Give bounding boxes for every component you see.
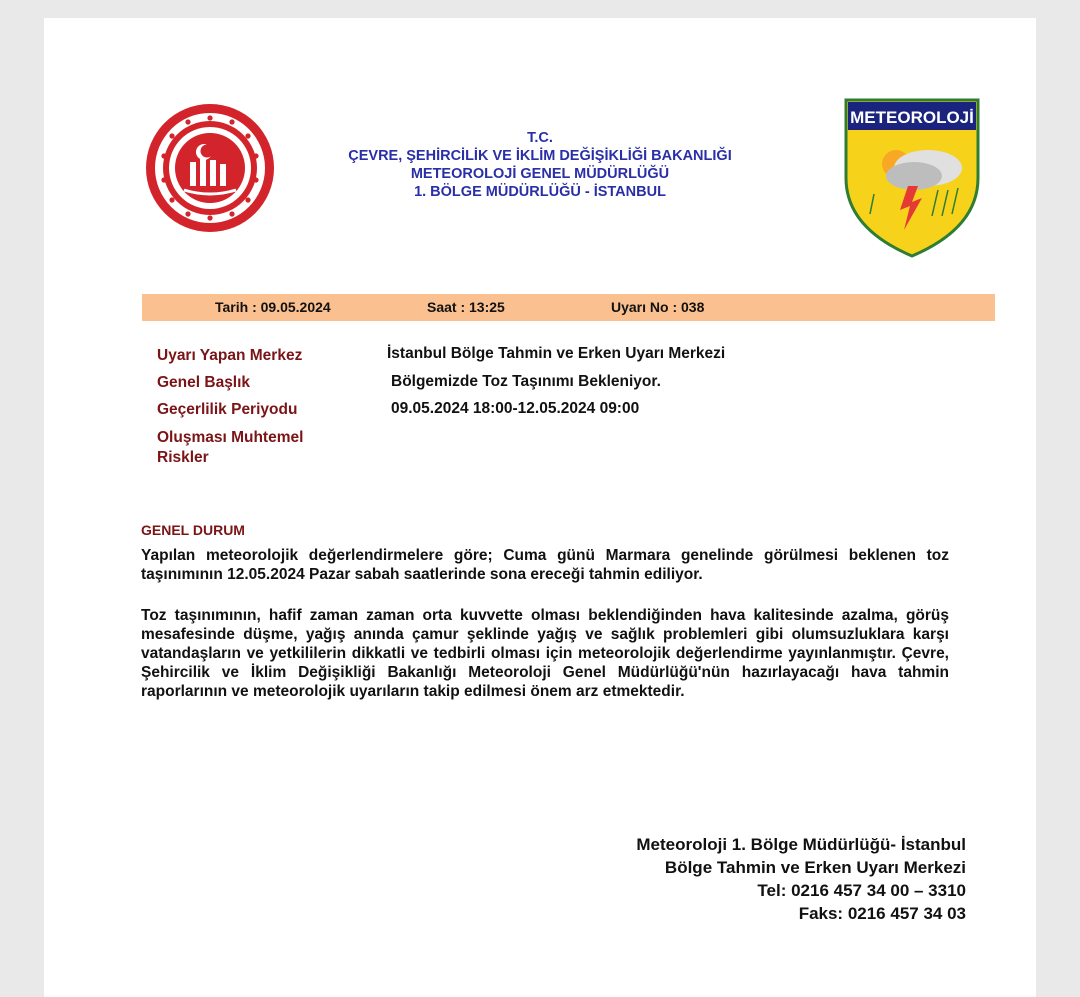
- info-label-risks: Oluşması Muhtemel Riskler: [157, 429, 304, 466]
- footer-fax: Faks: 0216 457 34 03: [798, 904, 966, 923]
- contact-footer: [636, 833, 966, 925]
- warning-number-field: Uyarı No : 038: [611, 299, 705, 315]
- ministry-header: [290, 129, 790, 201]
- info-label-center: Uyarı Yapan Merkez: [157, 347, 303, 364]
- info-value-validity: 09.05.2024 18:00-12.05.2024 09:00: [391, 400, 640, 417]
- paragraph-1: Yapılan meteorolojik değerlendirmelere göre; Cuma günü Marmara genelinde görülmesi beklenen toz taşınımının 12.05.2024 Pazar sabah saatlerinde sona ereceği tahmin ediliyor.: [141, 547, 949, 583]
- info-value-center: İstanbul Bölge Tahmin ve Erken Uyarı Merkezi: [387, 345, 726, 362]
- info-value-title: Bölgemizde Toz Taşınımı Bekleniyor.: [391, 373, 661, 390]
- paragraph-2: Toz taşınımının, hafif zaman zaman orta kuvvette olması beklendiğinden hava kalitesinde azalma, görüş mesafesinde düşme, yağış anında çamur şeklinde yağış ve sağlık problemleri gibi olumsuzluklara karşı vatandaşların ve yetkililerin dikkatli ve tedbirli olması için meteorolojik değerlendirme yayınlanmıştır. Çevre, Şehircilik ve İklim Değişikliği Bakanlığı Meteoroloji Genel Müdürlüğü'nün hazırlayacağı hava tahmin raporlarının ve meteorolojik uyarıların takip edilmesi önem arz etmektedir.: [141, 607, 949, 700]
- footer-directorate: Meteoroloji 1. Bölge Müdürlüğü- İstanbul: [636, 835, 966, 854]
- document-page: [44, 18, 1036, 997]
- section-title-genel-durum: GENEL DURUM: [141, 522, 245, 538]
- logo-text: METEOROLOJİ: [850, 108, 974, 127]
- header-tc: T.C.: [527, 130, 553, 146]
- info-label-title: Genel Başlık: [157, 374, 251, 391]
- header-region: 1. BÖLGE MÜDÜRLÜĞÜ - İSTANBUL: [414, 184, 666, 200]
- footer-center: Bölge Tahmin ve Erken Uyarı Merkezi: [664, 858, 966, 877]
- time-field: Saat : 13:25: [427, 299, 505, 315]
- date-field: Tarih : 09.05.2024: [215, 299, 331, 315]
- header-directorate: METEOROLOJİ GENEL MÜDÜRLÜĞÜ: [410, 166, 670, 182]
- warning-info-bar: [142, 294, 995, 321]
- ministry-seal-icon: [144, 102, 276, 234]
- footer-phone: Tel: 0216 457 34 00 – 3310: [757, 881, 966, 900]
- meteoroloji-shield-icon: [844, 98, 980, 258]
- header-ministry: ÇEVRE, ŞEHİRCİLİK VE İKLİM DEĞİŞİKLİĞİ BAKANLIĞI: [348, 148, 732, 164]
- info-label-validity: Geçerlilik Periyodu: [157, 401, 298, 418]
